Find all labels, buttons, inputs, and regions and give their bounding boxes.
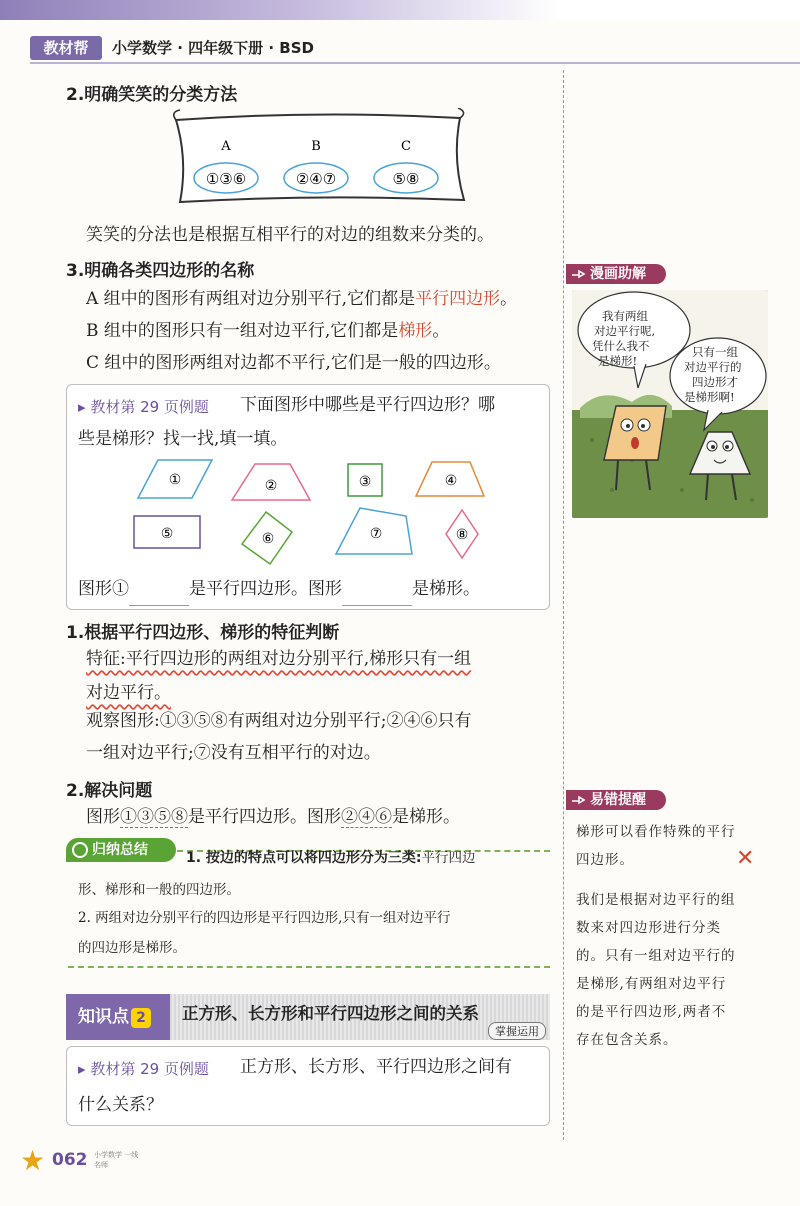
svg-text:⑥: ⑥ xyxy=(261,531,275,547)
comic-panel xyxy=(572,290,768,518)
knowledge-point-label: 知识点 2 xyxy=(66,994,170,1040)
mistake-tag: 易错提醒 xyxy=(566,790,666,810)
mistake-explanation: 我们是根据对边平行的组 xyxy=(576,892,736,908)
target-icon xyxy=(72,842,88,858)
feature-text: 特征:平行四边形的两组对边分别平行,梯形只有一组 xyxy=(86,649,472,669)
summary-item-2: 2. 两组对边分别平行的四边形是平行四边形,只有一组对边平行 xyxy=(78,910,451,926)
wrong-statement: 四边形。 xyxy=(576,852,634,868)
comic-tag: 漫画助解 xyxy=(566,264,666,284)
group-members: ②④⑦ xyxy=(295,170,337,188)
bubble-right-text: 只有一组 对边平行的 四边形才 是梯形啊! xyxy=(684,345,742,404)
subject-title: 小学数学 · 四年级下册 · BSD xyxy=(112,39,314,57)
shape-4 xyxy=(416,462,484,496)
answer-blank[interactable] xyxy=(342,582,412,606)
group-c-line: C 组中的图形两组对边都不平行,它们是一般的四边形。 xyxy=(86,353,501,373)
svg-text:⑦: ⑦ xyxy=(369,526,383,542)
shape-6 xyxy=(242,512,292,564)
mistake-explanation: 的是平行四边形,两者不 xyxy=(576,1004,727,1020)
step-heading: 1.根据平行四边形、梯形的特征判断 xyxy=(66,623,340,643)
mistake-explanation: 的。只有一组对边平行的 xyxy=(576,948,736,964)
footer-note: 小学数学 一线名师 xyxy=(94,1151,139,1169)
header-rule xyxy=(30,62,800,64)
star-icon: ★ xyxy=(20,1144,46,1177)
feature-text: 对边平行。 xyxy=(86,683,171,703)
comic-illustration xyxy=(572,290,768,518)
shape-5 xyxy=(134,516,200,548)
mistake-explanation: 存在包含关系。 xyxy=(576,1032,678,1048)
summary-item-1: 1. 按边的特点可以将四边形分为三类:平行四边 xyxy=(186,850,476,866)
shape-1 xyxy=(138,460,212,498)
observation-text: 一组对边平行;⑦没有互相平行的对边。 xyxy=(86,743,381,763)
bubble-left-text: 我有两组 对边平行呢, 凭什么我不 是梯形! xyxy=(592,309,656,368)
fill-blank-sentence: 图形① 是平行四边形。图形 是梯形。 xyxy=(78,572,480,606)
group-a-line: A 组中的图形有两组对边分别平行,它们都是平行四边形。 xyxy=(86,289,518,309)
knowledge-point-number: 2 xyxy=(131,1008,151,1028)
mistake-explanation: 是梯形,有两组对边平行 xyxy=(576,976,727,992)
header-band xyxy=(0,0,800,20)
shape-figures xyxy=(120,452,520,576)
group-letter: B xyxy=(311,139,321,154)
example-tag: ▸ 教材第 29 页例题 xyxy=(78,1060,209,1078)
term-trapezoid: 梯形 xyxy=(398,321,433,341)
wrong-mark-icon: ✕ xyxy=(736,846,755,871)
observation-text: 观察图形:①③⑤⑧有两组对边分别平行;②④⑥只有 xyxy=(86,711,472,731)
svg-text:②: ② xyxy=(264,478,278,494)
svg-text:⑤: ⑤ xyxy=(160,526,174,542)
svg-text:①: ① xyxy=(168,472,182,488)
page-number: 062 xyxy=(52,1150,88,1170)
example-question: 些是梯形？找一找,填一填。 xyxy=(78,429,288,449)
svg-text:④: ④ xyxy=(444,473,458,489)
page-footer xyxy=(20,1146,140,1176)
example-tag: ▸ 教材第 29 页例题 xyxy=(78,398,209,416)
shape-2 xyxy=(232,464,310,500)
mistake-explanation: 数来对四边形进行分类 xyxy=(576,920,721,936)
group-letter: C xyxy=(401,139,411,154)
group-members: ①③⑥ xyxy=(205,170,247,188)
summary-item-1-cont: 形、梯形和一般的四边形。 xyxy=(78,882,240,898)
classification-scroll xyxy=(168,108,468,208)
brand-logo: 教材帮 xyxy=(30,36,102,60)
answer-trapezoids: ②④⑥ xyxy=(341,807,392,827)
knowledge-point-banner xyxy=(66,994,550,1040)
method-explanation: 笑笑的分法也是根据互相平行的对边的组数来分类的。 xyxy=(86,225,494,245)
summary-box xyxy=(66,838,550,970)
answer-text: 图形①③⑤⑧是平行四边形。图形②④⑥是梯形。 xyxy=(86,807,460,827)
example-question: 正方形、长方形、平行四边形之间有 xyxy=(240,1057,512,1077)
column-divider xyxy=(563,70,564,1140)
pointing-hand-icon xyxy=(570,266,586,282)
shape-7 xyxy=(336,508,412,554)
wrong-statement: 梯形可以看作特殊的平行 xyxy=(576,824,736,840)
mastery-level-badge: 掌握运用 xyxy=(488,1022,546,1040)
summary-item-2-cont: 的四边形是梯形。 xyxy=(78,940,186,956)
term-parallelogram: 平行四边形 xyxy=(415,289,501,309)
page-header xyxy=(0,0,800,64)
answer-blank[interactable] xyxy=(129,582,189,606)
summary-tag: 归纳总结 xyxy=(66,838,176,862)
shape-8 xyxy=(446,510,478,558)
example-question: 下面图形中哪些是平行四边形？哪 xyxy=(240,395,495,415)
section-heading: 2.明确笑笑的分类方法 xyxy=(66,85,238,105)
group-letter: A xyxy=(221,139,231,154)
shape-3 xyxy=(348,464,382,496)
group-members: ⑤⑧ xyxy=(392,170,420,188)
group-b-line: B 组中的图形只有一组对边平行,它们都是梯形。 xyxy=(86,321,450,341)
section-heading: 3.明确各类四边形的名称 xyxy=(66,261,255,281)
example-question: 什么关系？ xyxy=(78,1095,163,1115)
knowledge-point-title: 正方形、长方形和平行四边形之间的关系 xyxy=(182,1004,479,1023)
step-heading: 2.解决问题 xyxy=(66,781,153,801)
svg-text:③: ③ xyxy=(358,474,372,490)
answer-parallelograms: ①③⑤⑧ xyxy=(120,807,188,827)
pointing-hand-icon xyxy=(570,792,586,808)
svg-text:⑧: ⑧ xyxy=(455,527,469,543)
